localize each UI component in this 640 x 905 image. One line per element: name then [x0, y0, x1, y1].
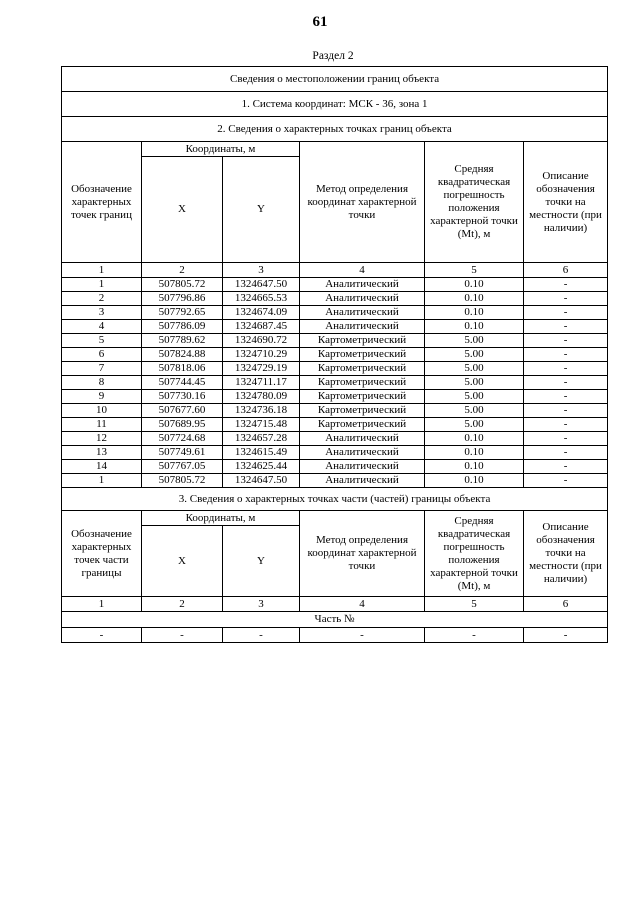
s2-header-error: Средняя квадратическая погрешность положения характерной точки (Mt), м	[425, 142, 524, 263]
cell-description: -	[524, 376, 608, 390]
s3-header-method: Метод определения координат характерной точки	[300, 511, 425, 597]
cell-point-number: 2	[62, 292, 142, 306]
s2-header-description: Описание обозначения точки на местности (при наличии)	[524, 142, 608, 263]
cell-method: Картометрический	[300, 362, 425, 376]
cell-coord-y: 1324665.53	[223, 292, 300, 306]
table-row	[62, 320, 608, 334]
cell-coord-x: 507677.60	[142, 404, 223, 418]
cell-coord-x: 507749.61	[142, 446, 223, 460]
cell-description: -	[524, 432, 608, 446]
cell-description: -	[524, 474, 608, 488]
cell-error: 5.00	[425, 418, 524, 432]
cell-error: 5.00	[425, 404, 524, 418]
cell-error: 0.10	[425, 292, 524, 306]
s2-header-coordinates: Координаты, м	[142, 142, 300, 157]
column-number-2: 2	[142, 263, 223, 278]
section2-title: 2. Сведения о характерных точках границ объекта	[62, 117, 608, 142]
table-row	[62, 460, 608, 474]
cell-coord-y: 1324615.49	[223, 446, 300, 460]
table-row	[62, 292, 608, 306]
cell-point-number: 6	[62, 348, 142, 362]
cell-coord-y: 1324657.28	[223, 432, 300, 446]
section3-title: 3. Сведения о характерных точках части (частей) границы объекта	[62, 488, 608, 511]
table-row	[62, 628, 608, 643]
cell-method: Картометрический	[300, 404, 425, 418]
cell-method: Аналитический	[300, 278, 425, 292]
cell-error: 5.00	[425, 362, 524, 376]
page-number: 61	[312, 14, 328, 30]
s2-header-designation: Обозначение характерных точек границ	[62, 142, 142, 263]
s3-header-x: X	[142, 526, 223, 597]
cell-description: -	[524, 404, 608, 418]
cell-method: Аналитический	[300, 320, 425, 334]
cell-error: 0.10	[425, 320, 524, 334]
cell-description: -	[524, 628, 608, 643]
column-number-4: 4	[300, 597, 425, 612]
table-title: Сведения о местоположении границ объекта	[62, 67, 608, 92]
cell-point-number: 9	[62, 390, 142, 404]
cell-coord-y: 1324647.50	[223, 278, 300, 292]
s3-header-error: Средняя квадратическая погрешность положения характерной точки (Mt), м	[425, 511, 524, 597]
cell-coord-x: 507789.62	[142, 334, 223, 348]
cell-coord-y: 1324674.09	[223, 306, 300, 320]
s3-header-y: Y	[223, 526, 300, 597]
table-row	[62, 376, 608, 390]
s3-column-numbers	[62, 597, 608, 612]
cell-description: -	[524, 292, 608, 306]
s2-header-method: Метод определения координат характерной точки	[300, 142, 425, 263]
s3-header-designation	[62, 511, 142, 597]
table-row	[62, 362, 608, 376]
cell-method: Аналитический	[300, 306, 425, 320]
cell-coord-y: 1324736.18	[223, 404, 300, 418]
cell-method: Аналитический	[300, 292, 425, 306]
cell-description: -	[524, 418, 608, 432]
cell-coord-x: 507689.95	[142, 418, 223, 432]
table-row	[62, 474, 608, 488]
cell-description: -	[524, 446, 608, 460]
cell-coord-y: 1324711.17	[223, 376, 300, 390]
cell-error: 0.10	[425, 278, 524, 292]
cell-point-number: 5	[62, 334, 142, 348]
cell-point-number: 11	[62, 418, 142, 432]
cell-error: 5.00	[425, 390, 524, 404]
cell-point-number: 13	[62, 446, 142, 460]
cell-point-number: 8	[62, 376, 142, 390]
cell-point-number: 10	[62, 404, 142, 418]
cell-method: Картометрический	[300, 348, 425, 362]
cell-point-number: 1	[62, 278, 142, 292]
cell-coord-x: 507796.86	[142, 292, 223, 306]
cell-point-number: 4	[62, 320, 142, 334]
cell-coord-y: 1324729.19	[223, 362, 300, 376]
s3-header-description: Описание обозначения точки на местности (при наличии)	[524, 511, 608, 597]
column-number-6: 6	[524, 263, 608, 278]
s3-header-designation-text: Обозначение характерных точек части границы	[71, 527, 132, 579]
cell-error: 0.10	[425, 306, 524, 320]
column-number-4: 4	[300, 263, 425, 278]
cell-coord-x: 507744.45	[142, 376, 223, 390]
s2-header-y: Y	[223, 157, 300, 263]
s3-header-coordinates: Координаты, м	[142, 511, 300, 526]
cell-coord-x: 507786.09	[142, 320, 223, 334]
table-row	[62, 404, 608, 418]
cell-coord-y: 1324715.48	[223, 418, 300, 432]
cell-coord-x: -	[142, 628, 223, 643]
s2-column-numbers	[62, 263, 608, 278]
table-row	[62, 432, 608, 446]
cell-coord-y: 1324710.29	[223, 348, 300, 362]
cell-method: Аналитический	[300, 446, 425, 460]
cell-point-number: 14	[62, 460, 142, 474]
cell-coord-y: 1324647.50	[223, 474, 300, 488]
table-row	[62, 390, 608, 404]
cell-error: 5.00	[425, 348, 524, 362]
cell-point-number: 12	[62, 432, 142, 446]
cell-coord-y: -	[223, 628, 300, 643]
coord-system: 1. Система координат: МСК - 36, зона 1	[62, 92, 608, 117]
cell-method: Аналитический	[300, 474, 425, 488]
cell-coord-x: 507730.16	[142, 390, 223, 404]
cell-description: -	[524, 306, 608, 320]
s2-header-x: X	[142, 157, 223, 263]
cell-error: 0.10	[425, 460, 524, 474]
cell-coord-x: 507824.88	[142, 348, 223, 362]
section-label: Раздел 2	[312, 50, 354, 62]
column-number-5: 5	[425, 263, 524, 278]
cell-coord-x: 507805.72	[142, 278, 223, 292]
table-row	[62, 418, 608, 432]
cell-description: -	[524, 390, 608, 404]
cell-method: Картометрический	[300, 376, 425, 390]
cell-error: 0.10	[425, 474, 524, 488]
column-number-2: 2	[142, 597, 223, 612]
part-label: Часть №	[62, 612, 608, 628]
cell-method: Картометрический	[300, 334, 425, 348]
cell-description: -	[524, 362, 608, 376]
cell-point-number: 7	[62, 362, 142, 376]
cell-point-number: 1	[62, 474, 142, 488]
cell-coord-y: 1324690.72	[223, 334, 300, 348]
cell-description: -	[524, 334, 608, 348]
cell-method: -	[300, 628, 425, 643]
cell-point-number: 3	[62, 306, 142, 320]
cell-coord-y: 1324625.44	[223, 460, 300, 474]
column-number-5: 5	[425, 597, 524, 612]
cell-coord-y: 1324687.45	[223, 320, 300, 334]
column-number-1: 1	[62, 597, 142, 612]
cell-coord-x: 507818.06	[142, 362, 223, 376]
cell-method: Картометрический	[300, 418, 425, 432]
cell-point-number: -	[62, 628, 142, 643]
cell-error: 5.00	[425, 334, 524, 348]
cell-coord-x: 507792.65	[142, 306, 223, 320]
table-row	[62, 334, 608, 348]
table-row	[62, 348, 608, 362]
cell-description: -	[524, 320, 608, 334]
table-row	[62, 278, 608, 292]
cell-error: 0.10	[425, 432, 524, 446]
cell-description: -	[524, 460, 608, 474]
boundary-table	[61, 66, 608, 643]
cell-error: 5.00	[425, 376, 524, 390]
cell-description: -	[524, 278, 608, 292]
cell-method: Аналитический	[300, 460, 425, 474]
cell-error: -	[425, 628, 524, 643]
cell-coord-y: 1324780.09	[223, 390, 300, 404]
column-number-6: 6	[524, 597, 608, 612]
cell-coord-x: 507767.05	[142, 460, 223, 474]
cell-method: Аналитический	[300, 432, 425, 446]
table-row	[62, 306, 608, 320]
cell-coord-x: 507724.68	[142, 432, 223, 446]
table-row	[62, 446, 608, 460]
cell-description: -	[524, 348, 608, 362]
column-number-1: 1	[62, 263, 142, 278]
cell-error: 0.10	[425, 446, 524, 460]
cell-coord-x: 507805.72	[142, 474, 223, 488]
column-number-3: 3	[223, 263, 300, 278]
column-number-3: 3	[223, 597, 300, 612]
cell-method: Картометрический	[300, 390, 425, 404]
